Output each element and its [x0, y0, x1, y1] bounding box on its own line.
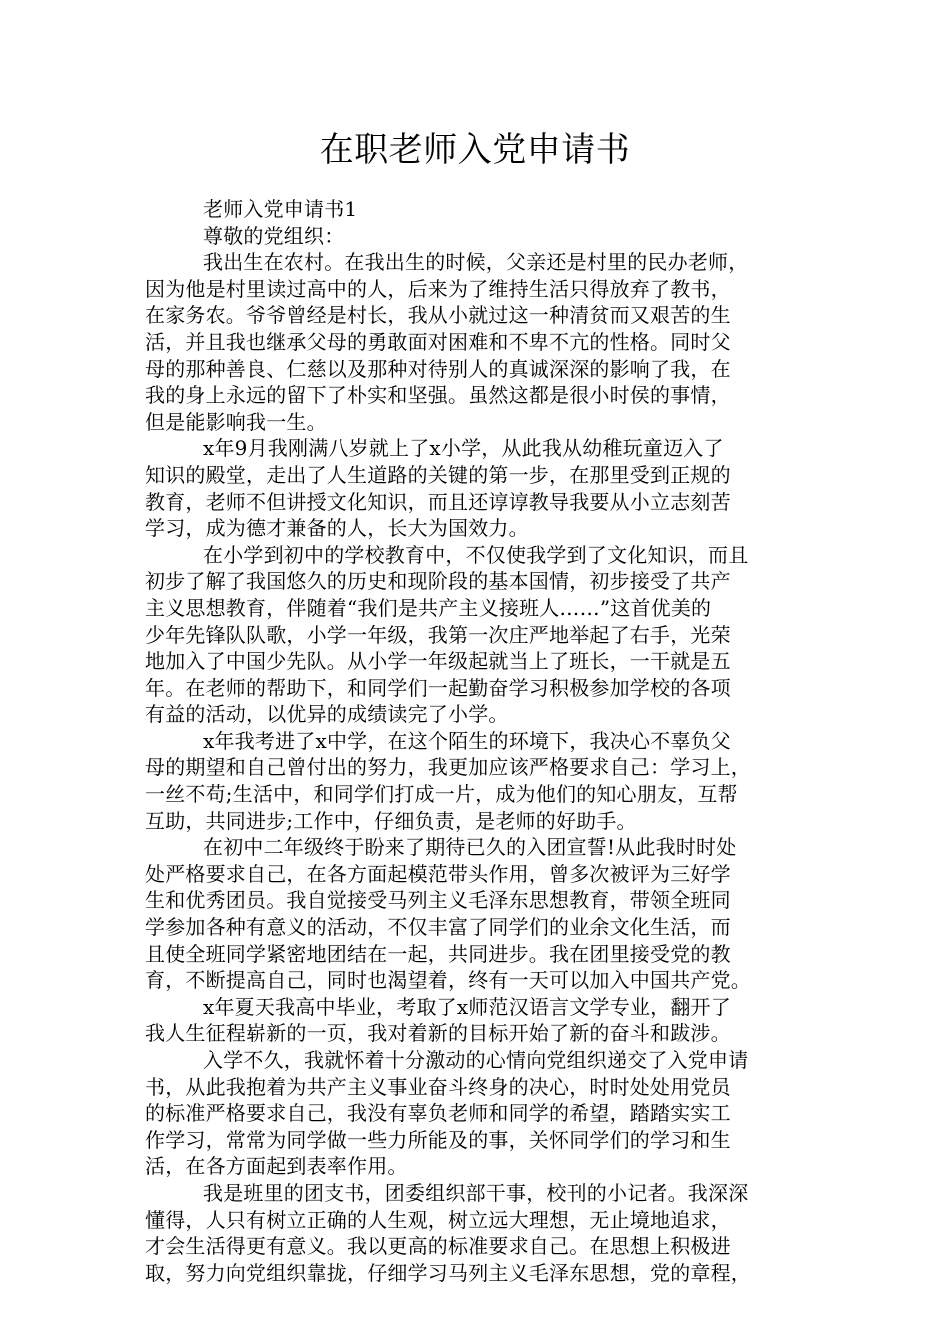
body-line: 生和优秀团员。我自觉接受马列主义毛泽东思想教育，带领全班同 — [145, 888, 731, 913]
body-line: 处严格要求自己，在各方面起模范带头作用，曾多次被评为三好学 — [145, 861, 731, 886]
body-line: 地加入了中国少先队。从小学一年级起就当上了班长，一干就是五 — [145, 649, 731, 674]
body-line: x年夏天我高中毕业，考取了x师范汉语言文学专业，翻开了 — [203, 994, 731, 1019]
body-line: 活，在各方面起到表率作用。 — [145, 1154, 408, 1179]
document-body — [145, 196, 805, 1286]
body-line: 有益的活动，以优异的成绩读完了小学。 — [145, 702, 509, 727]
body-line: 入学不久，我就怀着十分激动的心情向党组织递交了入党申请 — [203, 1048, 749, 1072]
body-line: 母的那种善良、仁慈以及那种对待别人的真诚深深的影响了我，在 — [145, 356, 731, 381]
body-line: 互助，共同进步;工作中，仔细负责，是老师的好助手。 — [145, 808, 637, 833]
body-line: 的标准严格要求自己，我没有辜负老师和同学的希望，踏踏实实工 — [145, 1101, 731, 1126]
body-line: 学习，成为德才兼备的人，长大为国效力。 — [145, 516, 529, 541]
body-line: 在家务农。爷爷曾经是村长，我从小就过这一种清贫而又艰苦的生 — [145, 303, 731, 328]
body-line: 育，不断提高自己，同时也渴望着，终有一天可以加入中国共产党。 — [145, 968, 751, 993]
body-line: 老师入党申请书1 — [203, 197, 358, 221]
body-line: 母的期望和自己曾付出的努力，我更加应该严格要求自己：学习上， — [145, 755, 751, 780]
body-line: x年9月我刚满八岁就上了x小学，从此我从幼稚玩童迈入了 — [203, 436, 724, 461]
body-line: 主义思想教育，伴随着“我们是共产主义接班人……”这首优美的 — [145, 595, 712, 620]
body-line: 教育，老师不但讲授文化知识，而且还谆谆教导我要从小立志刻苦 — [145, 489, 731, 514]
body-line: 因为他是村里读过高中的人，后来为了维持生活只得放弃了教书， — [145, 276, 731, 301]
document-title: 在职老师入党申请书 — [319, 130, 631, 170]
body-line: 学参加各种有意义的活动，不仅丰富了同学们的业余文化生活，而 — [145, 915, 731, 940]
body-line: 知识的殿堂，走出了人生道路的关键的第一步，在那里受到正规的 — [145, 462, 731, 487]
body-line: 我人生征程崭新的一页，我对着新的目标开始了新的奋斗和跋涉。 — [145, 1021, 731, 1046]
body-line: 取，努力向党组织靠拢，仔细学习马列主义毛泽东思想，党的章程， — [145, 1260, 751, 1285]
body-line: 我的身上永远的留下了朴实和坚强。虽然这都是很小时侯的事情， — [145, 383, 731, 408]
body-line: 在小学到初中的学校教育中，不仅使我学到了文化知识，而且 — [203, 542, 749, 567]
body-line: 少年先锋队队歌，小学一年级，我第一次庄严地举起了右手，光荣 — [145, 622, 731, 647]
body-line: 年。在老师的帮助下，和同学们一起勤奋学习积极参加学校的各项 — [145, 675, 731, 700]
body-line: 我出生在农村。在我出生的时候，父亲还是村里的民办老师， — [203, 250, 749, 275]
body-line: 我是班里的团支书，团委组织部干事，校刊的小记者。我深深 — [203, 1180, 749, 1205]
body-line: 书，从此我抱着为共产主义事业奋斗终身的决心，时时处处用党员 — [145, 1074, 731, 1099]
body-line: 作学习，常常为同学做一些力所能及的事，关怀同学们的学习和生 — [145, 1127, 731, 1152]
body-line: 懂得，人只有树立正确的人生观，树立远大理想，无止境地追求， — [145, 1207, 731, 1232]
body-line: 且使全班同学紧密地团结在一起，共同进步。我在团里接受党的教 — [145, 941, 731, 966]
body-line: 尊敬的党组织： — [203, 223, 345, 248]
body-line: 才会生活得更有意义。我以更高的标准要求自己。在思想上积极进 — [145, 1234, 731, 1259]
body-line: 活，并且我也继承父母的勇敢面对困难和不卑不亢的性格。同时父 — [145, 329, 731, 354]
body-line: x年我考进了x中学，在这个陌生的环境下，我决心不辜负父 — [203, 728, 731, 753]
body-line: 在初中二年级终于盼来了期待已久的入团宣誓!从此我时时处 — [203, 835, 737, 860]
body-line: 初步了解了我国悠久的历史和现阶段的基本国情，初步接受了共产 — [145, 569, 731, 594]
body-line: 但是能影响我一生。 — [145, 409, 327, 434]
body-line: 一丝不苟;生活中，和同学们打成一片，成为他们的知心朋友，互帮 — [145, 782, 738, 807]
